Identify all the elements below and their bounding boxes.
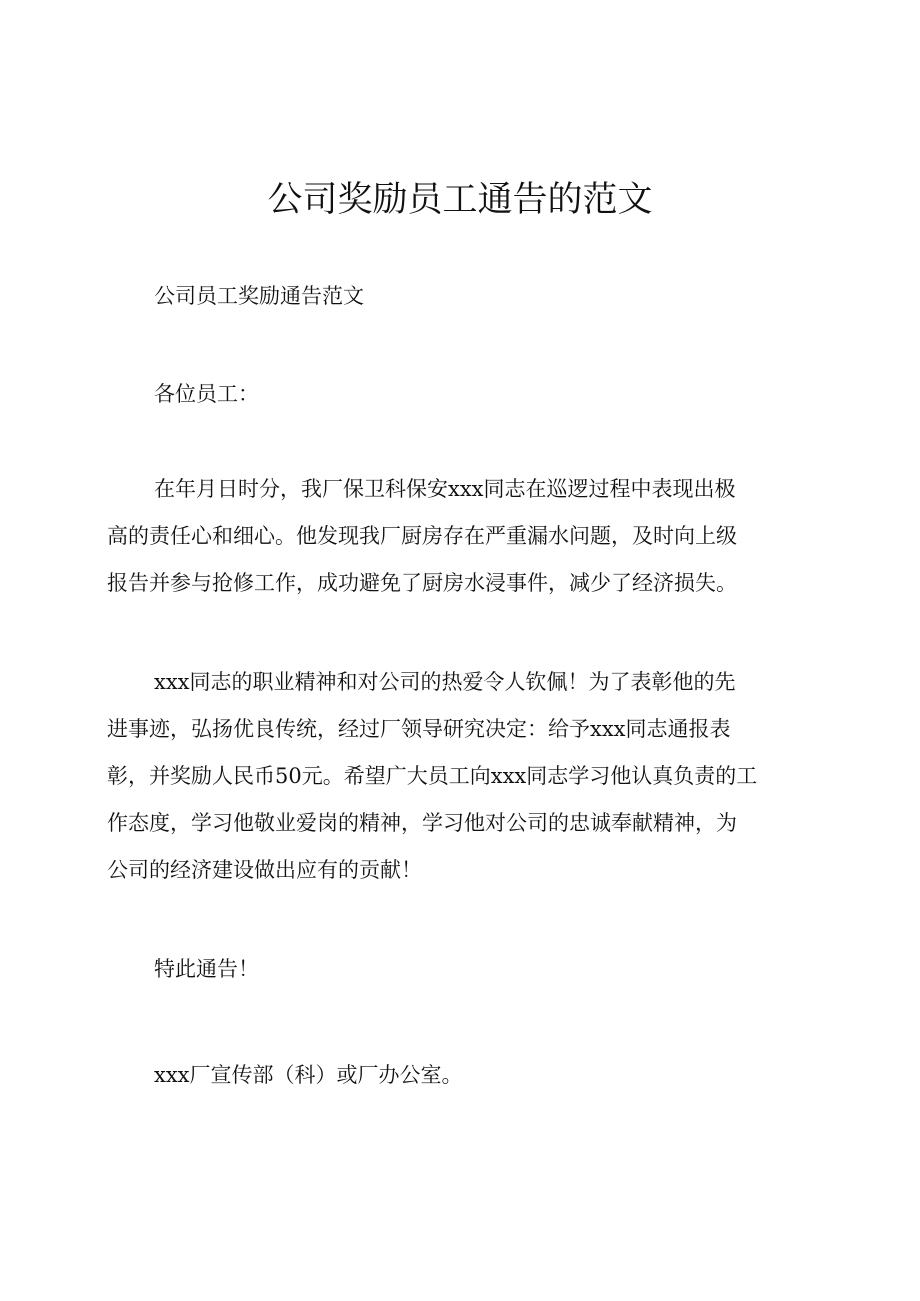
paragraph-line: 彰，并奖励人民币50元。希望广大员工向xxx同志学习他认真负责的工 [107,764,758,788]
paragraph-line: 公司的经济建设做出应有的贡献！ [107,858,422,882]
closing-line: 特此通告！ [154,957,259,981]
subtitle-line: 公司员工奖励通告范文 [154,284,364,308]
document-title: 公司奖励员工通告的范文 [267,180,653,220]
paragraph-line: 报告并参与抢修工作，成功避免了厨房水浸事件，减少了经济损失。 [107,571,737,595]
closing-paragraph [107,946,807,993]
paragraph-line: 高的责任心和细心。他发现我厂厨房存在严重漏水问题，及时向上级 [107,524,737,548]
signature-line: xxx厂宣传部（科）或厂办公室。 [154,1063,463,1087]
signature-paragraph [107,1052,807,1099]
salutation-paragraph [107,371,807,418]
paragraph-line: xxx同志的职业精神和对公司的热爱令人钦佩！为了表彰他的先 [154,670,736,694]
paragraph-line: 进事迹，弘扬优良传统，经过厂领导研究决定：给予xxx同志通报表 [107,717,731,741]
paragraph-line: 作态度，学习他敬业爱岗的精神，学习他对公司的忠诚奉献精神，为 [107,811,737,835]
salutation-line: 各位员工： [154,382,259,406]
body-paragraph-2 [107,659,807,894]
paragraph-line: 在年月日时分，我厂保卫科保安xxx同志在巡逻过程中表现出极 [154,477,736,501]
body-paragraph-1 [107,466,807,607]
subtitle-paragraph [107,273,807,320]
